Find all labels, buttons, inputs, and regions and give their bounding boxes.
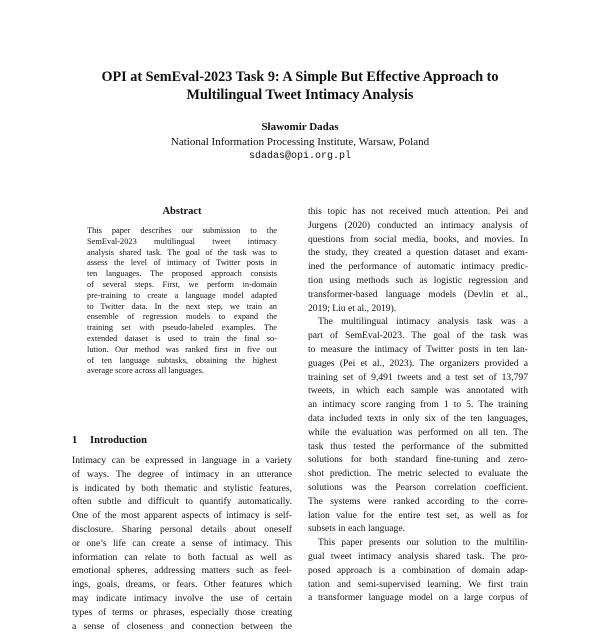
text-line: types of terms or phrases, especially those creating <box>72 606 292 618</box>
text-line: Jurgens (2020) conducted an intimacy analysis of <box>308 219 528 231</box>
text-line: tion using methods such as logistic regression and <box>308 274 528 286</box>
section-number: 1 <box>72 435 78 446</box>
title-line-2: Multilingual Tweet Intimacy Analysis <box>186 87 414 103</box>
text-line: The systems were ranked according to the corre- <box>308 495 528 507</box>
text-line: information can relate to both factual as well as <box>72 551 292 563</box>
text-line: solutions for both standard fine-tuning and zero- <box>308 454 528 466</box>
text-line: this topic has not received much attention. Pei and <box>308 206 528 217</box>
text-line: a transformer language model on a large corpus of <box>308 592 528 604</box>
text-line: disclosure. Sharing personal details about oneself <box>72 523 292 535</box>
text-line: ings, goals, dreams, or fears. Other features which <box>72 579 292 591</box>
text-line: ensemble of regression models to expand the <box>87 312 277 322</box>
abstract-body <box>87 226 277 377</box>
text-line: transformer-based language models (Devlin et al., <box>308 288 528 300</box>
text-line: average score across all languages. <box>87 366 204 376</box>
text-line: analysis shared task. The goal of the task was to <box>87 247 277 257</box>
text-line: shot prediction. The metric selected to evaluate the <box>308 468 528 480</box>
text-line: lution. Our method was ranked first in five out <box>87 344 277 354</box>
text-line: is indicated by both thematic and stylistic features, <box>72 482 292 494</box>
text-line: of ways. The degree of intimacy in an utterance <box>72 468 292 480</box>
text-line: to Twitter data. In the next step, we train an <box>87 301 277 311</box>
left-column-body <box>72 454 292 633</box>
text-line: may indicate intimacy involve the use of certain <box>72 592 292 604</box>
text-line: posed approach is a combination of domain adap- <box>308 564 528 576</box>
text-line: questions from social media, books, and movies. In <box>308 233 528 245</box>
text-line: lation value for the entire test set, as well as for <box>308 509 528 521</box>
text-line: or one’s life can create a sense of intimacy. This <box>72 537 292 549</box>
text-line: task thus tested the performance of the submitted <box>308 440 528 452</box>
text-line: pre-training to create a language model adapted <box>87 290 277 300</box>
title-line-1: OPI at SemEval-2023 Task 9: A Simple But Effective Approach to <box>101 69 499 85</box>
author-email: sdadas@opi.org.pl <box>248 151 352 162</box>
section-heading <box>72 435 292 446</box>
text-line: guages (Pei et al., 2023). The organizers provided a <box>308 357 528 369</box>
text-line: assess the level of intimacy of Twitter posts in <box>87 258 277 268</box>
text-line: often subtle and difficult to quantify automatically. <box>72 496 292 508</box>
text-line: training set of 9,491 tweets and a test set of 13,797 <box>308 371 528 383</box>
text-line: extended dataset is used to train the final so- <box>87 333 277 343</box>
text-line: ten languages. The proposed approach consists <box>87 269 277 279</box>
text-line: training set with pseudo-labeled examples. The <box>87 323 277 333</box>
text-line: SemEval-2023 multilingual tweet intimacy <box>87 236 277 246</box>
text-line: data included texts in only six of the ten languages, <box>308 412 528 424</box>
text-line: 2019; Liu et al., 2019). <box>308 302 397 314</box>
text-line: Intimacy can be expressed in language in a variety <box>72 455 292 466</box>
text-line: an intimacy score ranging from 1 to 5. The training <box>308 399 528 411</box>
text-line: One of the most apparent aspects of intimacy is self- <box>72 510 292 522</box>
text-line: This paper presents our solution to the multilin- <box>318 537 528 549</box>
text-line: part of SemEval-2023. The goal of the task was <box>308 330 528 342</box>
text-line: solutions was the Pearson correlation coefficient. <box>308 481 528 493</box>
text-line: the study, they created a question dataset and exam- <box>308 247 528 259</box>
section-title: Introduction <box>90 435 147 446</box>
text-line: ined the performance of automatic intimacy predic- <box>308 261 528 273</box>
text-line: emotional spheres, addressing matters such as feel- <box>72 565 292 577</box>
text-line: while the evaluation was performed on all ten. The <box>308 426 528 438</box>
author-name: Sławomir Dadas <box>261 121 339 133</box>
text-line: subsets in each language. <box>308 523 405 535</box>
abstract-heading: Abstract <box>162 206 202 217</box>
text-line: of several steps. First, we perform in-domain <box>87 279 277 289</box>
author-affiliation: National Information Processing Institute, Warsaw, Poland <box>170 136 430 148</box>
text-line: tation and semi-supervised learning. We first train <box>308 578 528 590</box>
text-line: gual tweet intimacy analysis shared task. The pro- <box>308 550 528 562</box>
text-line: The multilingual intimacy analysis task was a <box>318 316 528 328</box>
text-line: a sense of closeness and connection between the <box>72 620 292 632</box>
text-line: of ten language subtasks, obtaining the highest <box>87 355 277 365</box>
text-line: tweets, in which each sample was annotated with <box>308 385 528 397</box>
paper-title <box>40 68 560 104</box>
text-line: to measure the intimacy of Twitter posts in ten lan- <box>308 343 528 355</box>
right-column-body <box>308 205 528 605</box>
text-line: This paper describes our submission to the <box>87 226 277 235</box>
